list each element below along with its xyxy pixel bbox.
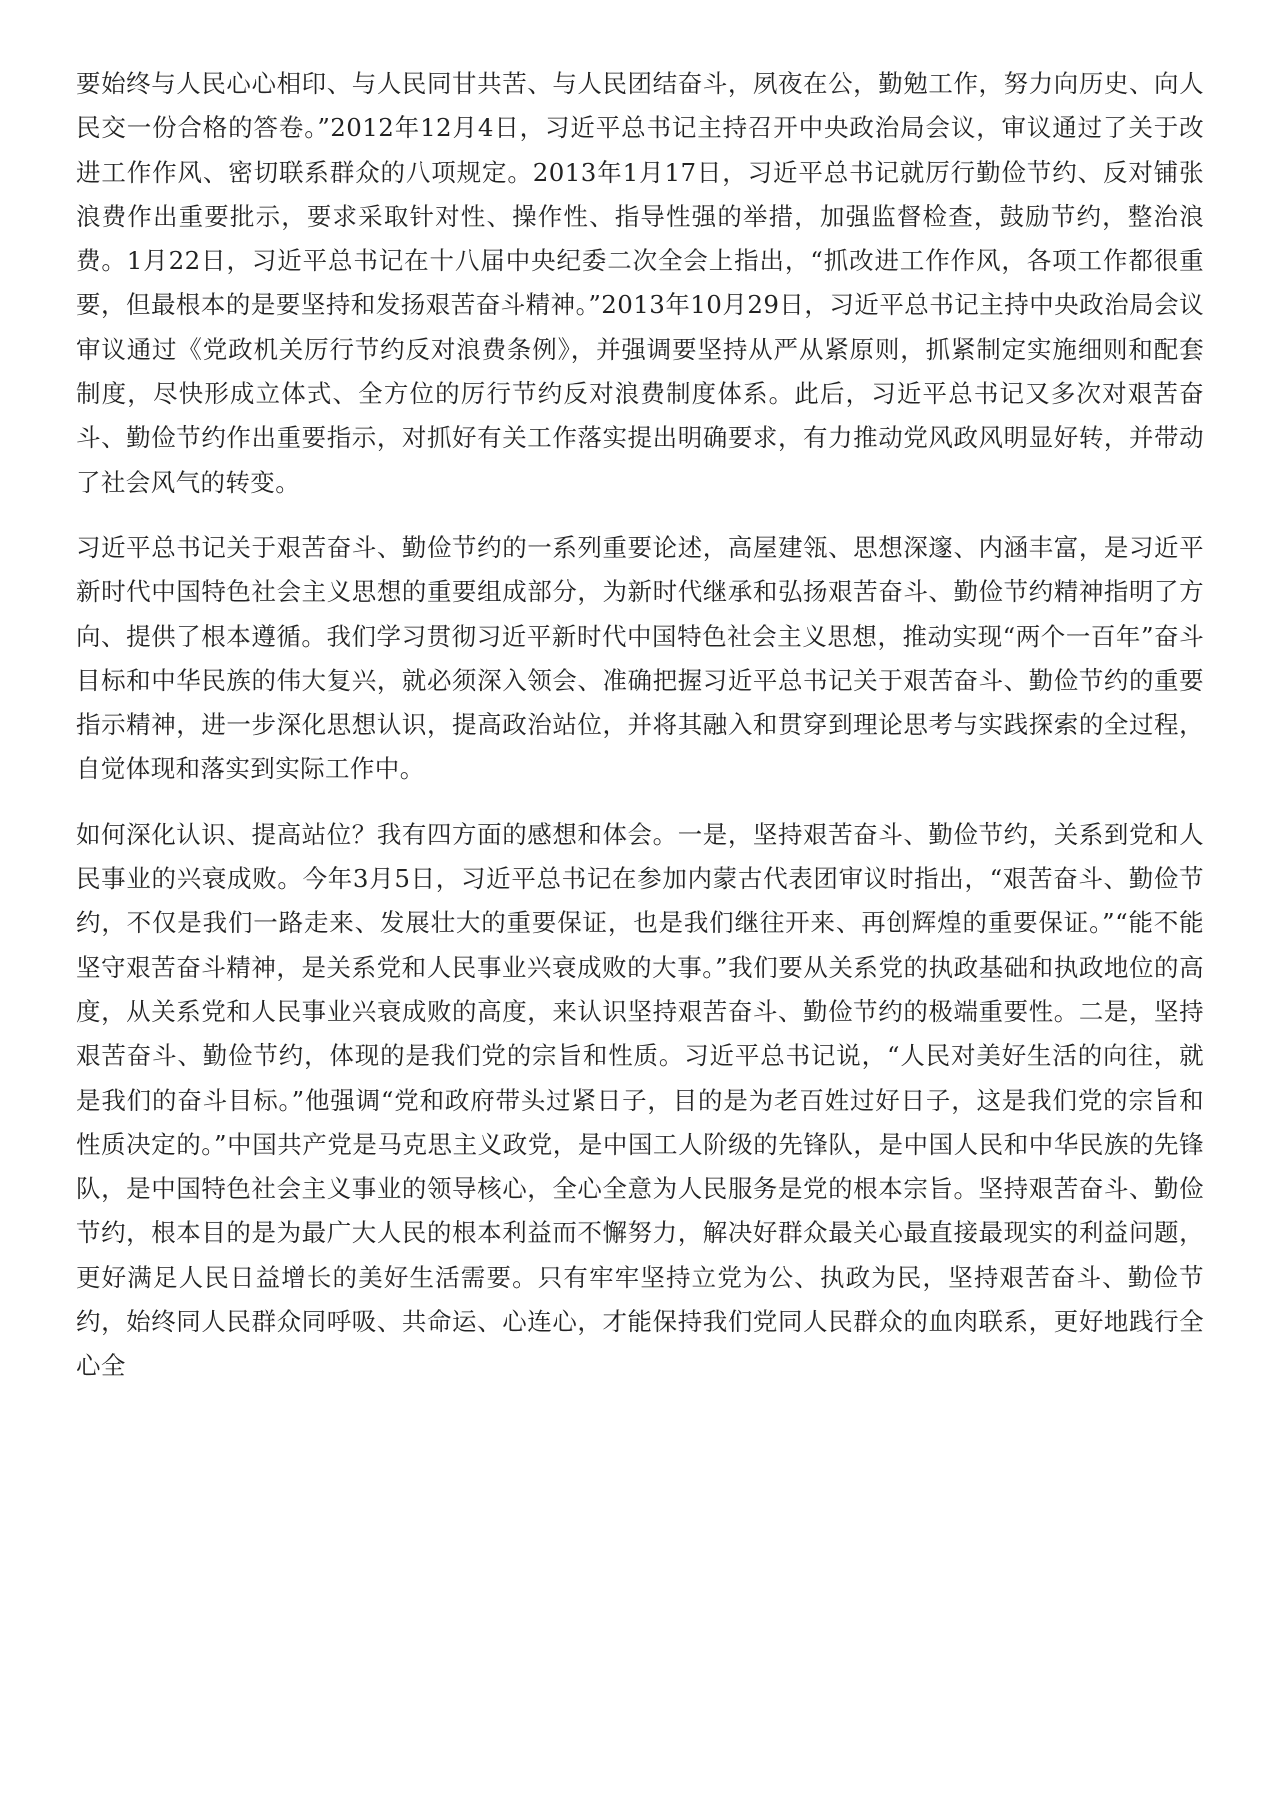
paragraph-3: 如何深化认识、提高站位？我有四方面的感想和体会。一是，坚持艰苦奋斗、勤俭节约，关系到党和人民事业的兴衰成败。今年3月5日，习近平总书记在参加内蒙古代表团审议时指出，“艰苦奋斗、勤俭节约，不仅是我们一路走来、发展壮大的重要保证，也是我们继往开来、再创辉煌的重要保证。”“能不能坚守艰苦奋斗精神，是关系党和人民事业兴衰成败的大事。”我们要从关系党的执政基础和执政地位的高度，从关系党和人民事业兴衰成败的高度，来认识坚持艰苦奋斗、勤俭节约的极端重要性。二是，坚持艰苦奋斗、勤俭节约，体现的是我们党的宗旨和性质。习近平总书记说，“人民对美好生活的向往，就是我们的奋斗目标。”他强调“党和政府带头过紧日子，目的是为老百姓过好日子，这是我们党的宗旨和性质决定的。”中国共产党是马克思主义政党，是中国工人阶级的先锋队，是中国人民和中华民族的先锋队，是中国特色社会主义事业的领导核心，全心全意为人民服务是党的根本宗旨。坚持艰苦奋斗、勤俭节约，根本目的是为最广大人民的根本利益而不懈努力，解决好群众最关心最直接最现实的利益问题，更好满足人民日益增长的美好生活需要。只有牢牢坚持立党为公、执政为民，坚持艰苦奋斗、勤俭节约，始终同人民群众同呼吸、共命运、心连心，才能保持我们党同人民群众的血肉联系，更好地践行全心全 bbox=[76, 819, 1204, 1381]
paragraph-2: 习近平总书记关于艰苦奋斗、勤俭节约的一系列重要论述，高屋建瓴、思想深邃、内涵丰富，是习近平新时代中国特色社会主义思想的重要组成部分，为新时代继承和弘扬艰苦奋斗、勤俭节约精神指明了方向、提供了根本遵循。我们学习贯彻习近平新时代中国特色社会主义思想，推动实现“两个一百年”奋斗目标和中华民族的伟大复兴，就必须深入领会、准确把握习近平总书记关于艰苦奋斗、勤俭节约的重要指示精神，进一步深化思想认识，提高政治站位，并将其融入和贯穿到理论思考与实践探索的全过程，自觉体现和落实到实际工作中。 bbox=[76, 532, 1204, 784]
paragraph-1: 要始终与人民心心相印、与人民同甘共苦、与人民团结奋斗，夙夜在公，勤勉工作，努力向历史、向人民交一份合格的答卷。”2012年12月4日，习近平总书记主持召开中央政治局会议，审议通过了关于改进工作作风、密切联系群众的八项规定。2013年1月17日，习近平总书记就厉行勤俭节约、反对铺张浪费作出重要批示，要求采取针对性、操作性、指导性强的举措，加强监督检查，鼓励节约，整治浪费。1月22日，习近平总书记在十八届中央纪委二次全会上指出，“抓改进工作作风，各项工作都很重要，但最根本的是要坚持和发扬艰苦奋斗精神。”2013年10月29日，习近平总书记主持中央政治局会议审议通过《党政机关厉行节约反对浪费条例》，并强调要坚持从严从紧原则，抓紧制定实施细则和配套制度，尽快形成立体式、全方位的厉行节约反对浪费制度体系。此后，习近平总书记又多次对艰苦奋斗、勤俭节约作出重要指示，对抓好有关工作落实提出明确要求，有力推动党风政风明显好转，并带动了社会风气的转变。 bbox=[76, 69, 1204, 497]
document-body bbox=[76, 62, 1204, 1389]
